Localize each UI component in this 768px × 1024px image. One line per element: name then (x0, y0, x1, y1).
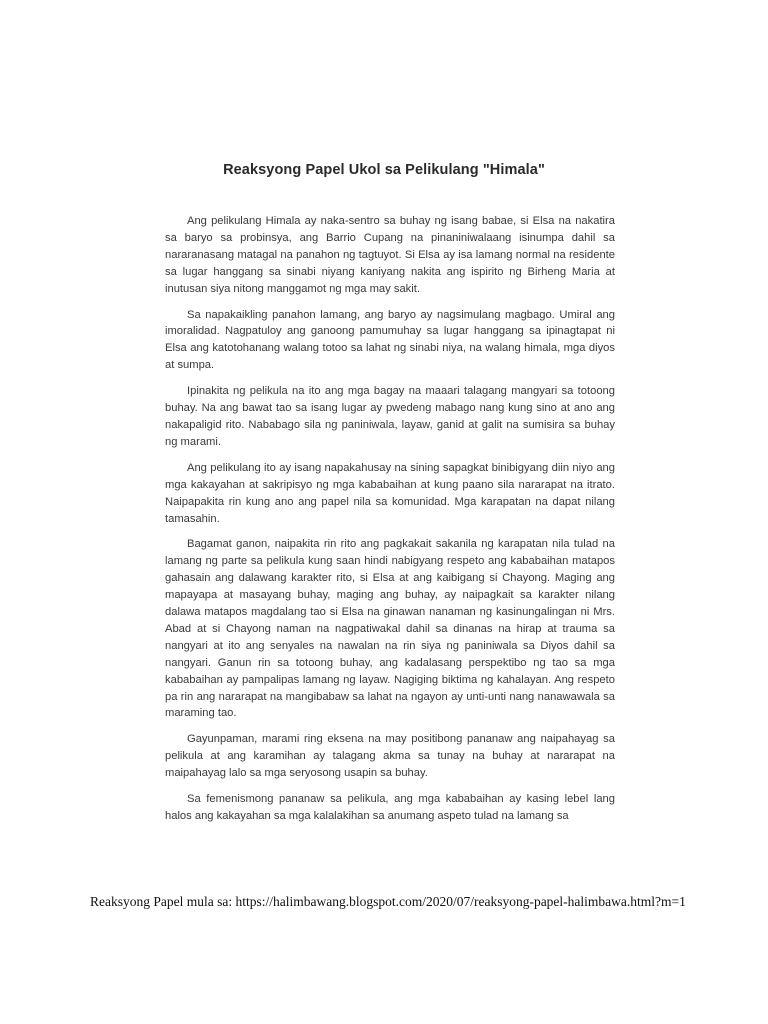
document-title: Reaksyong Papel Ukol sa Pelikulang "Himala" (223, 162, 545, 178)
source-caption: Reaksyong Papel mula sa: https://halimbawang.blogspot.com/2020/07/reaksyong-papel-halimbawa.html?m=1 (90, 894, 686, 909)
paragraph-4: Ang pelikulang ito ay isang napakahusay na sining sapagkat binibigyang diin niyo ang mga kakayahan at sakripisyo ng mga kababaihan at kung paano sila nararapat na itrato. Naipapakita rin kung ano ang papel nila sa komunidad. Mga karapatan na dapat nilang tamasahin. (165, 461, 615, 525)
paragraph-7: Sa femenismong pananaw sa pelikula, ang mga kababaihan ay kasing lebel lang halos ang kakayahan sa mga kalalakihan sa anumang aspeto tulad na lamang sa (165, 793, 615, 822)
paragraph-1: Ang pelikulang Himala ay naka-sentro sa buhay ng isang babae, si Elsa na nakatira sa baryo sa probinsya, ang Barrio Cupang na pinaniniwalaang isinumpa dahil sa nararanasang matagal na panahon ng tagtuyot. Si Elsa ay isa lamang normal na residente sa lugar hanggang sa sinabi niyang kaniyang nakita ang ispirito ng Birheng Maria at inutusan siya nitong manggamot ng mga may sakit. (165, 215, 615, 295)
paragraph-3: Ipinakita ng pelikula na ito ang mga bagay na maaari talagang mangyari sa totoong buhay. Na ang bawat tao sa isang lugar ay pwedeng mabago nang kung sino at ano ang nakapaligid rito. Nababago sila ng paniniwala, layaw, ganid at galit na sumisira sa buhay ng marami. (165, 385, 615, 448)
paragraph-2: Sa napakaikling panahon lamang, ang baryo ay nagsimulang magbago. Umiral ang imoralidad. Nagpatuloy ang ganoong pamumuhay sa lugar hanggang sa ipinagtapat ni Elsa ang katotohanang walang totoo sa lahat ng sinabi niya, na walang himala, mga diyos at sumpa. (165, 308, 615, 372)
document-body (165, 213, 615, 834)
paragraph-5: Bagamat ganon, naipakita rin rito ang pagkakait sakanila ng karapatan nila tulad na lamang ng parte sa pelikula kung saan hindi nabigyang respeto ang kababaihan matapos gahasain ang dalawang karakter rito, si Elsa at ang kaibigang si Chayong. Maging ang mapayapa at masayang buhay, maging ang buhay, ay naipagkait sa karakter nilang dalawa matapos magdalang tao si Elsa na ginawan nanaman ng kasinungalingan ni Mrs. Abad at si Chayong naman na nagpatiwakal dahil sa dinanas na hirap at trauma sa nangyari at ito ang senyales na nawalan na rin siya ng paniniwala sa Diyos dahil sa nangyari. Ganun rin sa totoong buhay, ang kadalasang perspektibo ng tao sa mga kababaihan ay pampalipas lamang ng layaw. Nagiging biktima ng kahalayan. Ang respeto pa rin ang nararapat na mangibabaw sa lahat na ngayon ay unti-unti nang nanawawala sa maraming tao. (165, 538, 615, 720)
paragraph-6: Gayunpaman, marami ring eksena na may positibong pananaw ang naipahayag sa pelikula at ang karamihan ay talagang akma sa tunay na buhay at nararapat na maipahayag lalo sa mga seryosong usapin sa buhay. (165, 733, 615, 780)
